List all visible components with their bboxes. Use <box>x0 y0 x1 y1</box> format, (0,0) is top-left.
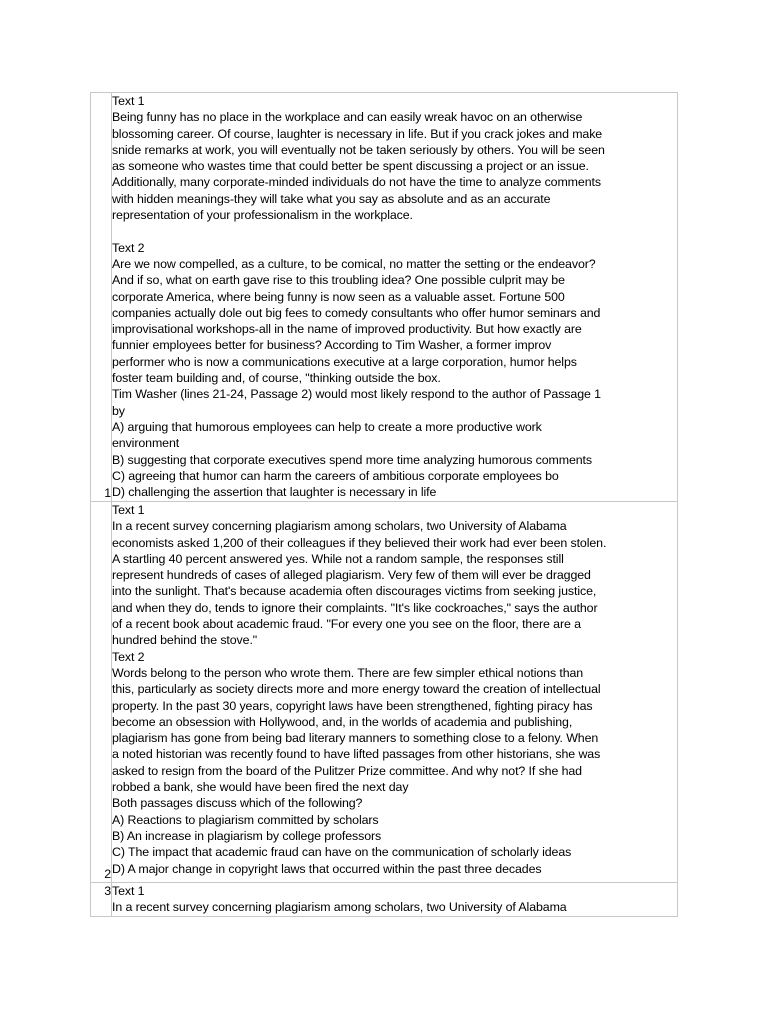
text-line: Text 1 <box>112 884 145 898</box>
text-line: improvisational workshops-all in the name of improved productivity. But how exactly are <box>112 322 582 337</box>
text-line: asked to resign from the board of the Pulitzer Prize committee. And why not? If she had <box>112 763 582 778</box>
text-line: Text 1 <box>112 503 145 517</box>
text-line: hundred behind the stove." <box>112 633 258 648</box>
text-line: blossoming career. Of course, laughter is necessary in life. But if you crack jokes and make <box>112 126 603 141</box>
question-number-3: 3 <box>91 883 112 917</box>
answer-option-c: C) The impact that academic fraud can have on the communication of scholarly ideas <box>112 845 572 860</box>
answer-option-a: A) arguing that humorous employees can help to create a more productive work <box>112 419 542 434</box>
text-line: Additionally, many corporate-minded individuals do not have the time to analyze comments <box>112 175 601 190</box>
text-line: represent hundreds of cases of alleged plagiarism. Very few of them will ever be dragged <box>112 568 591 583</box>
text-line: Are we now compelled, as a culture, to be comical, no matter the setting or the endeavor? <box>112 256 596 271</box>
text-line: with hidden meanings-they will take what you say as absolute and as an accurate <box>112 191 551 206</box>
text-line: Text 2 <box>112 649 145 664</box>
question-number-2: 2 <box>91 502 112 883</box>
text-line: property. In the past 30 years, copyright laws have been strengthened, fighting piracy has <box>112 698 593 713</box>
text-line: And if so, what on earth gave rise to this troubling idea? One possible culprit may be <box>112 273 565 288</box>
text-line: into the sunlight. That's because academia often discourages victims from seeking justice, <box>112 584 597 599</box>
text-line: as someone who wastes time that could better be spent discussing a project or an issue. <box>112 159 589 174</box>
text-line: Words belong to the person who wrote them. There are few simpler ethical notions than <box>112 665 584 680</box>
text-line: Being funny has no place in the workplace and can easily wreak havoc on an otherwise <box>112 110 583 125</box>
text-line: and when they do, tends to ignore their complaints. "It's like cockroaches," says the author <box>112 600 598 615</box>
answer-option-a: A) Reactions to plagiarism committed by scholars <box>112 812 379 827</box>
text-line: In a recent survey concerning plagiarism among scholars, two University of Alabama <box>112 519 567 534</box>
text-line: In a recent survey concerning plagiarism among scholars, two University of Alabama <box>112 900 567 915</box>
answer-option-b: B) suggesting that corporate executives spend more time analyzing humorous comments <box>112 452 592 467</box>
question-table <box>90 92 678 917</box>
text-line: robbed a bank, she would have been fired the next day <box>112 780 409 795</box>
blank-line <box>112 223 677 239</box>
question-prompt: by <box>112 403 125 418</box>
text-line: corporate America, where being funny is now seen as a valuable asset. Fortune 500 <box>112 289 565 304</box>
text-line: A startling 40 percent answered yes. While not a random sample, the responses still <box>112 551 564 566</box>
text-line: foster team building and, of course, "thinking outside the box. <box>112 371 441 386</box>
question-row-2 <box>91 502 678 883</box>
answer-option-a: environment <box>112 436 180 451</box>
question-content-2 <box>112 502 678 883</box>
question-row-3 <box>91 883 678 917</box>
question-content-3 <box>112 883 678 917</box>
question-number-1: 1 <box>91 93 112 502</box>
answer-option-b: B) An increase in plagiarism by college professors <box>112 828 382 843</box>
question-prompt: Both passages discuss which of the following? <box>112 796 363 811</box>
text-line: plagiarism has gone from being bad literary manners to something close to a felony. When <box>112 731 599 746</box>
text-line: performer who is now a communications executive at a large corporation, humor helps <box>112 354 577 369</box>
text-line: a noted historian was recently found to have lifted passages from other historians, she was <box>112 747 601 762</box>
text-line: companies actually dole out big fees to comedy consultants who offer humor seminars and <box>112 305 601 320</box>
text-line: economists asked 1,200 of their colleagues if they believed their work had ever been stolen. <box>112 535 607 550</box>
text-line: Text 2 <box>112 240 145 255</box>
answer-option-c: C) agreeing that humor can harm the careers of ambitious corporate employees bo <box>112 468 559 483</box>
answer-option-d: D) challenging the assertion that laughter is necessary in life <box>112 485 437 500</box>
text-line: Text 1 <box>112 94 145 108</box>
question-prompt: Tim Washer (lines 21-24, Passage 2) would most likely respond to the author of Passage 1 <box>112 387 601 402</box>
question-content-1 <box>112 93 678 502</box>
question-row-1 <box>91 93 678 502</box>
text-line: of a recent book about academic fraud. "For every one you see on the floor, there are a <box>112 617 581 632</box>
text-line: representation of your professionalism in the workplace. <box>112 208 413 223</box>
text-line: funnier employees better for business? According to Tim Washer, a former improv <box>112 338 552 353</box>
text-line: this, particularly as society directs more and more energy toward the creation of intellectual <box>112 682 601 697</box>
answer-option-d: D) A major change in copyright laws that occurred within the past three decades <box>112 861 542 876</box>
text-line: become an obsession with Hollywood, and, in the worlds of academia and publishing, <box>112 714 573 729</box>
text-line: snide remarks at work, you will eventually not be taken seriously by others. You will be seen <box>112 142 605 157</box>
